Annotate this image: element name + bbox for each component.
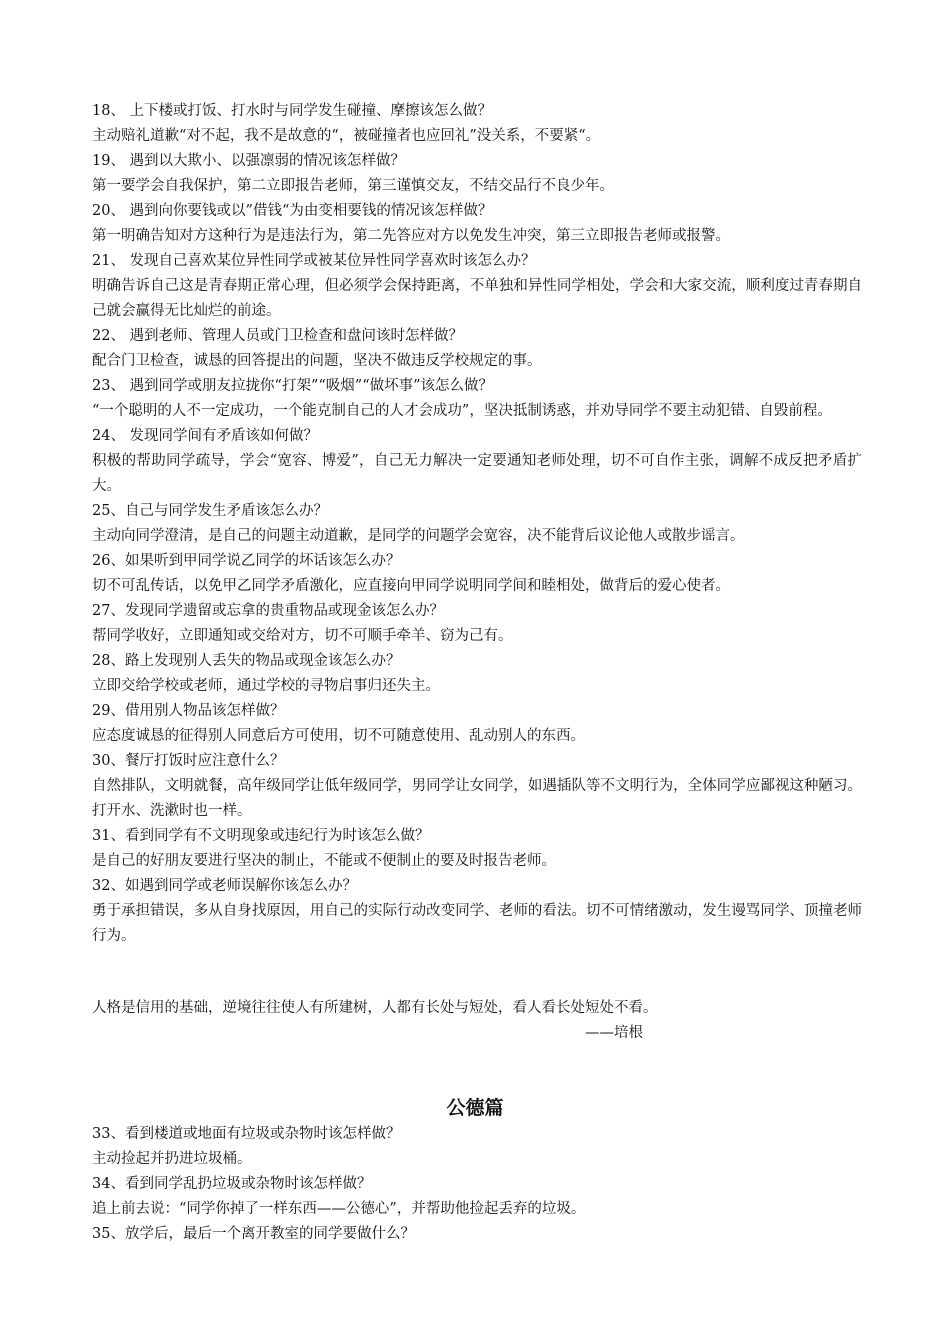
qa-item xyxy=(92,324,862,374)
question: 26、如果听到甲同学说乙同学的坏话该怎么办？ xyxy=(92,553,401,569)
qa-item xyxy=(92,699,862,749)
qa-item xyxy=(92,649,862,699)
qa-item xyxy=(92,1122,862,1172)
question: 20、 遇到向你要钱或以”借钱“为由变相要钱的情况该怎样做？ xyxy=(92,203,493,219)
qa-list-2 xyxy=(92,1122,862,1247)
question: 23、 遇到同学或朋友拉拢你“打架”“吸烟”“做坏事”该怎么做？ xyxy=(92,378,494,394)
qa-item xyxy=(92,1222,862,1247)
answer: 帮同学收好，立即通知或交给对方，切不可顺手牵羊、窃为己有。 xyxy=(92,628,513,644)
qa-item xyxy=(92,249,862,324)
qa-item xyxy=(92,199,862,249)
quote-author: ——培根 xyxy=(585,1025,643,1041)
answer: 追上前去说：“同学你掉了一样东西——公德心”，并帮助他捡起丢弃的垃圾。 xyxy=(92,1201,586,1217)
question: 33、看到楼道或地面有垃圾或杂物时该怎样做？ xyxy=(92,1126,401,1142)
qa-item xyxy=(92,824,862,874)
quote-text: 人格是信用的基础，逆境往往使人有所建树，人都有长处与短处，看人看长处短处不看。 xyxy=(92,1000,658,1016)
answer: 积极的帮助同学疏导，学会“宽容、博爱”，自己无力解决一定要通知老师处理，切不可自作主张，调解不成反把矛盾扩大。 xyxy=(92,453,862,494)
question: 32、如遇到同学或老师误解你该怎么办？ xyxy=(92,878,357,894)
question: 28、路上发现别人丢失的物品或现金该怎么办？ xyxy=(92,653,401,669)
answer: 第一要学会自我保护，第二立即报告老师，第三谨慎交友，不结交品行不良少年。 xyxy=(92,178,614,194)
qa-item xyxy=(92,1172,862,1222)
qa-item xyxy=(92,99,862,149)
qa-item xyxy=(92,374,862,424)
qa-item xyxy=(92,749,862,824)
question: 34、看到同学乱扔垃圾或杂物时该怎样做？ xyxy=(92,1176,372,1192)
answer: 第一明确告知对方这种行为是违法行为，第二先答应对方以免发生冲突，第三立即报告老师或报警。 xyxy=(92,228,730,244)
question: 30、餐厅打饭时应注意什么？ xyxy=(92,753,285,769)
qa-item xyxy=(92,149,862,199)
answer: 主动赔礼道歉“对不起，我不是故意的“，被碰撞者也应回礼”没关系，不要紧“。 xyxy=(92,128,601,144)
qa-item xyxy=(92,499,862,549)
qa-list-1 xyxy=(92,99,862,949)
question: 22、 遇到老师、管理人员或门卫检查和盘问该时怎样做？ xyxy=(92,328,464,344)
question: 25、自己与同学发生矛盾该怎么办？ xyxy=(92,503,328,519)
question: 35、放学后，最后一个离开教室的同学要做什么？ xyxy=(92,1226,415,1242)
answer: 配合门卫检查，诚恳的回答提出的问题，坚决不做违反学校规定的事。 xyxy=(92,353,542,369)
answer: “一个聪明的人不一定成功，一个能克制自己的人才会成功”，坚决抵制诱惑，并劝导同学不要主动犯错、自毁前程。 xyxy=(92,403,832,419)
question: 18、 上下楼或打饭、打水时与同学发生碰撞、摩擦该怎么做？ xyxy=(92,103,493,119)
answer: 勇于承担错误，多从自身找原因，用自己的实际行动改变同学、老师的看法。切不可情绪激动，发生谩骂同学、顶撞老师行为。 xyxy=(92,903,862,944)
question: 24、 发现同学间有矛盾该如何做？ xyxy=(92,428,319,444)
answer: 自然排队，文明就餐，高年级同学让低年级同学，男同学让女同学，如遇插队等不文明行为，全体同学应鄙视这种陋习。打开水、洗漱时也一样。 xyxy=(92,778,862,819)
answer: 立即交给学校或老师，通过学校的寻物启事归还失主。 xyxy=(92,678,440,694)
qa-item xyxy=(92,599,862,649)
question: 27、发现同学遗留或忘拿的贵重物品或现金该怎么办？ xyxy=(92,603,444,619)
answer: 切不可乱传话，以免甲乙同学矛盾激化，应直接向甲同学说明同学间和睦相处，做背后的爱心使者。 xyxy=(92,578,730,594)
qa-item xyxy=(92,424,862,499)
qa-item xyxy=(92,874,862,949)
question: 29、借用别人物品该怎样做？ xyxy=(92,703,285,719)
question: 21、 发现自己喜欢某位异性同学或被某位异性同学喜欢时该怎么办？ xyxy=(92,253,536,269)
answer: 主动捡起并扔进垃圾桶。 xyxy=(92,1151,252,1167)
section-title: 公德篇 xyxy=(446,1097,504,1119)
answer: 明确告诉自己这是青春期正常心理，但必须学会保持距离，不单独和异性同学相处，学会和大家交流，顺利度过青春期自己就会赢得无比灿烂的前途。 xyxy=(92,278,862,319)
quote xyxy=(92,996,862,1021)
qa-item xyxy=(92,549,862,599)
answer: 主动向同学澄清，是自己的问题主动道歉，是同学的问题学会宽容，决不能背后议论他人或散步谣言。 xyxy=(92,528,745,544)
question: 31、看到同学有不文明现象或违纪行为时该怎么做？ xyxy=(92,828,430,844)
question: 19、 遇到以大欺小、以强凛弱的情况该怎样做？ xyxy=(92,153,406,169)
answer: 是自己的好朋友要进行坚决的制止，不能或不便制止的要及时报告老师。 xyxy=(92,853,556,869)
answer: 应态度诚恳的征得别人同意后方可使用，切不可随意使用、乱动别人的东西。 xyxy=(92,728,585,744)
